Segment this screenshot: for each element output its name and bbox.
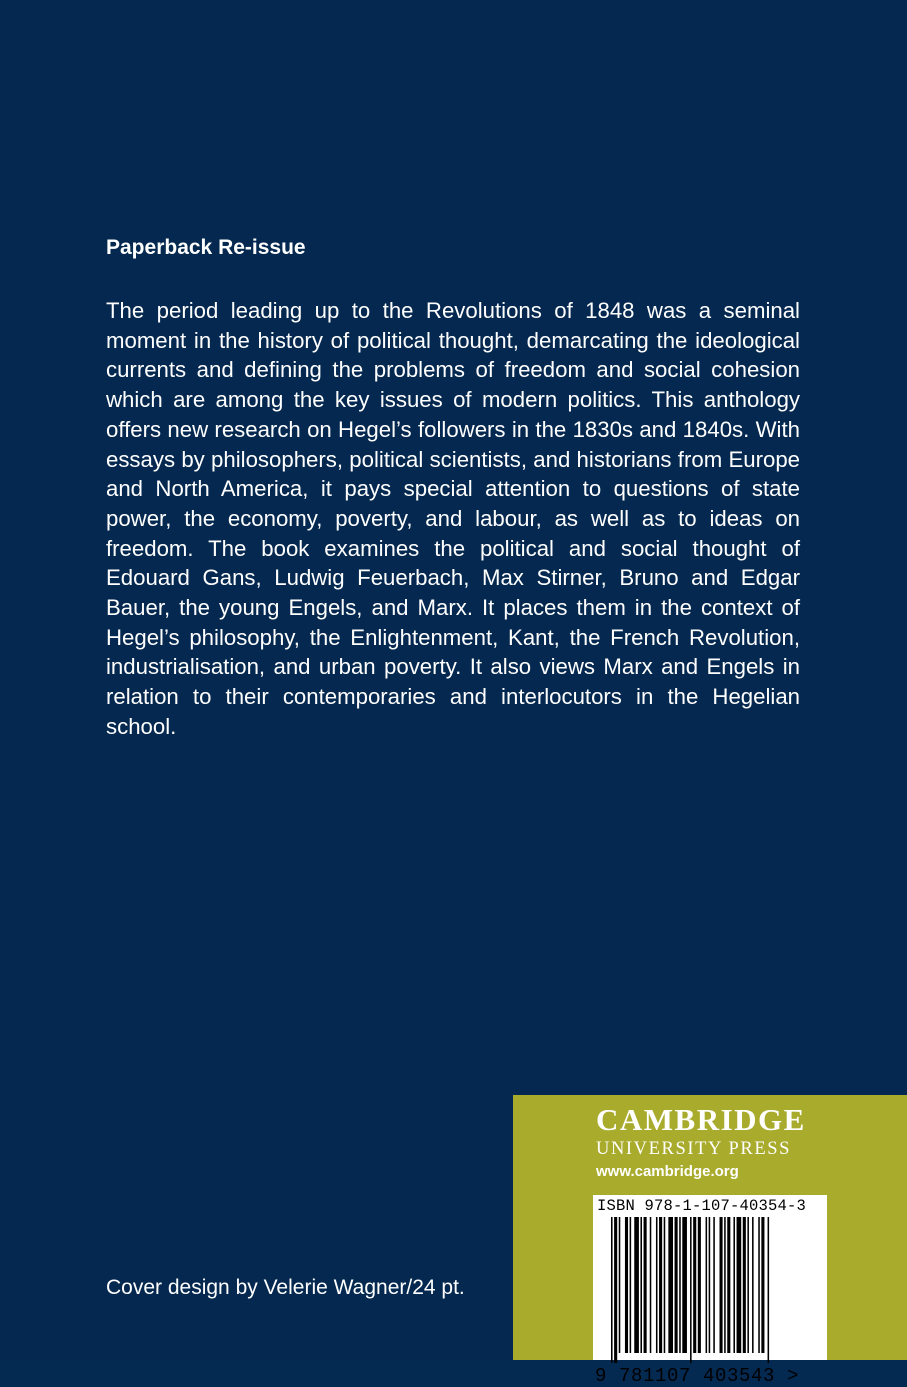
barcode-bar xyxy=(644,1217,647,1353)
reissue-heading: Paperback Re-issue xyxy=(106,236,306,259)
barcode-bar xyxy=(727,1217,730,1353)
barcode-bar xyxy=(706,1217,708,1353)
barcode-bar xyxy=(690,1217,692,1363)
publisher-panel xyxy=(513,1095,907,1387)
barcode-digits: 9 781107 403543 > xyxy=(595,1365,800,1387)
cover-design-credit: Cover design by Velerie Wagner/24 pt. xyxy=(106,1276,465,1299)
barcode-bar xyxy=(709,1217,711,1353)
barcode-bar xyxy=(619,1217,621,1353)
barcode-bar xyxy=(743,1217,746,1353)
barcode-bar xyxy=(634,1217,639,1353)
barcode-bar xyxy=(682,1217,687,1353)
barcode-bar xyxy=(675,1217,678,1353)
barcode-bar xyxy=(611,1217,613,1363)
barcode-bar xyxy=(693,1217,696,1353)
barcode-bar xyxy=(614,1217,617,1363)
barcode-bar xyxy=(713,1217,715,1353)
barcode-bar xyxy=(698,1217,701,1353)
barcode-bar xyxy=(768,1217,770,1363)
isbn-label: ISBN 978-1-107-40354-3 xyxy=(597,1197,807,1215)
barcode-bar xyxy=(720,1217,723,1353)
barcode-bar xyxy=(668,1217,673,1353)
barcode-bar xyxy=(630,1217,632,1353)
barcode-bar xyxy=(656,1217,658,1353)
barcode-bar xyxy=(679,1217,681,1353)
barcode-bar xyxy=(733,1217,735,1353)
barcode-bars-icon xyxy=(593,1217,827,1365)
barcode-bar xyxy=(664,1217,666,1353)
barcode-bar xyxy=(737,1217,742,1353)
barcode-bar xyxy=(625,1217,628,1353)
barcode-bar xyxy=(752,1217,754,1353)
barcode-bar xyxy=(724,1217,726,1353)
barcode-bar xyxy=(747,1217,749,1353)
barcode-box xyxy=(593,1195,827,1387)
book-description: The period leading up to the Revolutions of 1848 was a seminal moment in the history of political thought, demarcating the ideological currents and defining the problems of freedom and social cohesion which are among the key issues of modern politics. This anthology offers new research on Hegel’s followers in the 1830s and 1840s. With essays by philosophers, political scientists, and historians from Europe and North America, it pays special attention to questions of state power, the economy, poverty, and labour, as well as to ideas on freedom. The book examines the political and social thought of Edouard Gans, Ludwig Feuerbach, Max Stirner, Bruno and Edgar Bauer, the young Engels, and Marx. It places them in the context of Hegel’s philosophy, the Enlightenment, Kant, the French Revolution, industrialisation, and urban poverty. It also views Marx and Engels in relation to their contemporaries and interlocutors in the Hegelian school. xyxy=(106,298,800,739)
publisher-subtitle: UNIVERSITY PRESS xyxy=(596,1139,792,1159)
barcode-bar xyxy=(640,1217,642,1353)
barcode-bar xyxy=(659,1217,662,1353)
barcode-bar xyxy=(758,1217,760,1353)
barcode-bar xyxy=(650,1217,652,1353)
publisher-logo: CAMBRIDGE xyxy=(596,1102,806,1137)
publisher-website: www.cambridge.org xyxy=(596,1163,739,1180)
barcode-bar xyxy=(761,1217,764,1353)
